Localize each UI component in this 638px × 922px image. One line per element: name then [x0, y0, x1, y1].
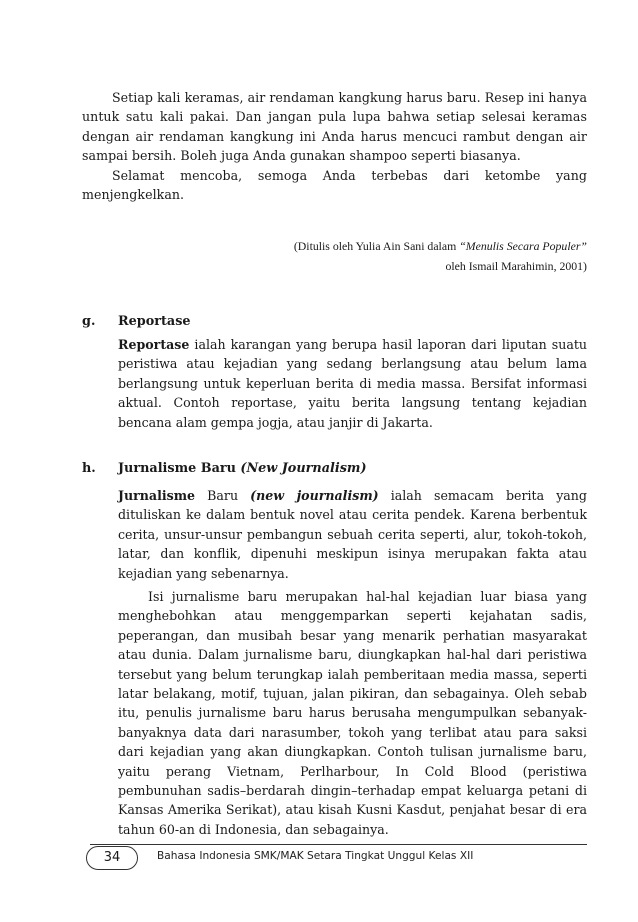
intro-paragraph-2: Selamat mencoba, semoga Anda terbebas dari ketombe yang menjengkelkan. [82, 168, 587, 203]
section-g-letter: g. [82, 314, 96, 329]
section-g-title: Reportase [118, 314, 191, 329]
section-h-heading [82, 461, 367, 476]
intro-paragraph-1: Setiap kali keramas, air rendaman kangkung harus baru. Resep ini hanya untuk satu kali pakai. Dan jangan pula lupa bahwa setiap selesai keramas dengan air rendaman kangkung ini Anda harus mencuci rambut dengan air sampai bersih. Boleh juga Anda gunakan shampoo seperti biasanya. [82, 90, 587, 164]
section-h-text-1: ialah semacam berita yang dituliskan ke dalam bentuk novel atau cerita pendek. Karena berbentuk cerita, unsur-unsur pembangun sebuah cerita seperti, alur, tokoh-tokoh, latar, dan konflik, dipenuhi meskipun isinya merupakan fakta atau kejadian yang sebenarnya. [118, 488, 587, 581]
section-h-title-sub: (New Journalism) [240, 461, 367, 476]
section-h-letter: h. [82, 461, 96, 476]
section-h-term: Jurnalisme [118, 488, 196, 503]
section-h-title: Jurnalisme Baru [118, 461, 236, 476]
section-g-term: Reportase [118, 337, 190, 352]
source-line-2: oleh Ismail Marahimin, 2001) [445, 259, 587, 273]
section-g-heading [82, 314, 191, 329]
section-g-text: ialah karangan yang berupa hasil laporan dari liputan suatu peristiwa atau kejadian yang sedang berlangsung atau belum lama berlangsung untuk keperluan berita di media massa. Bersifat informasi aktual. Contoh reportase, yaitu berita langsung tentang kejadian bencana alam gempa jogja, atau janjir di Jakarta. [118, 337, 587, 430]
section-h-paragraph-1 [118, 486, 587, 583]
section-h-paragraph-2: Isi jurnalisme baru merupakan hal-hal kejadian luar biasa yang menghebohkan atau menggemparkan seperti kejahatan sadis, peperangan, dan musibah besar yang menarik perhatian masyarakat atau dunia. Dalam jurnalisme baru, diungkapkan hal-hal dari peristiwa tersebut yang belum terungkap ialah pemberitaan media massa, seperti latar belakang, motif, tujuan, jalan pikiran, dan sebagainya. Oleh sebab itu, penulis jurnalisme baru harus berusaha mengumpulkan sebanyak-banyaknya data dari narasumber, tokoh yang terlibat atau para saksi dari kejadian yang akan diungkapkan. Contoh tulisan jurnalisme baru, yaitu perang Vietnam, Perlharbour, In Cold Blood (peristiwa pembunuhan sadis–berdarah dingin–terhadap empat keluarga petani di Kansas Amerika Serikat), atau kisah Kusni Kasdut, penjahat besar di era tahun 60-an di Indonesia, dan sebagainya. [118, 589, 587, 837]
section-g-body [118, 335, 587, 432]
section-h-term-after: Baru [195, 488, 251, 503]
page-number: 34 [86, 846, 138, 870]
source-line-1 [167, 236, 587, 256]
source-prefix: (Ditulis oleh Yulia Ain Sani dalam [293, 239, 460, 253]
section-h-term-italic: (new journalism) [250, 488, 379, 503]
footer-rule [90, 844, 587, 845]
source-citation [167, 236, 587, 276]
footer-book-title: Bahasa Indonesia SMK/MAK Setara Tingkat Unggul Kelas XII [157, 850, 474, 862]
source-book-title: “Menulis Secara Populer” [459, 239, 587, 253]
